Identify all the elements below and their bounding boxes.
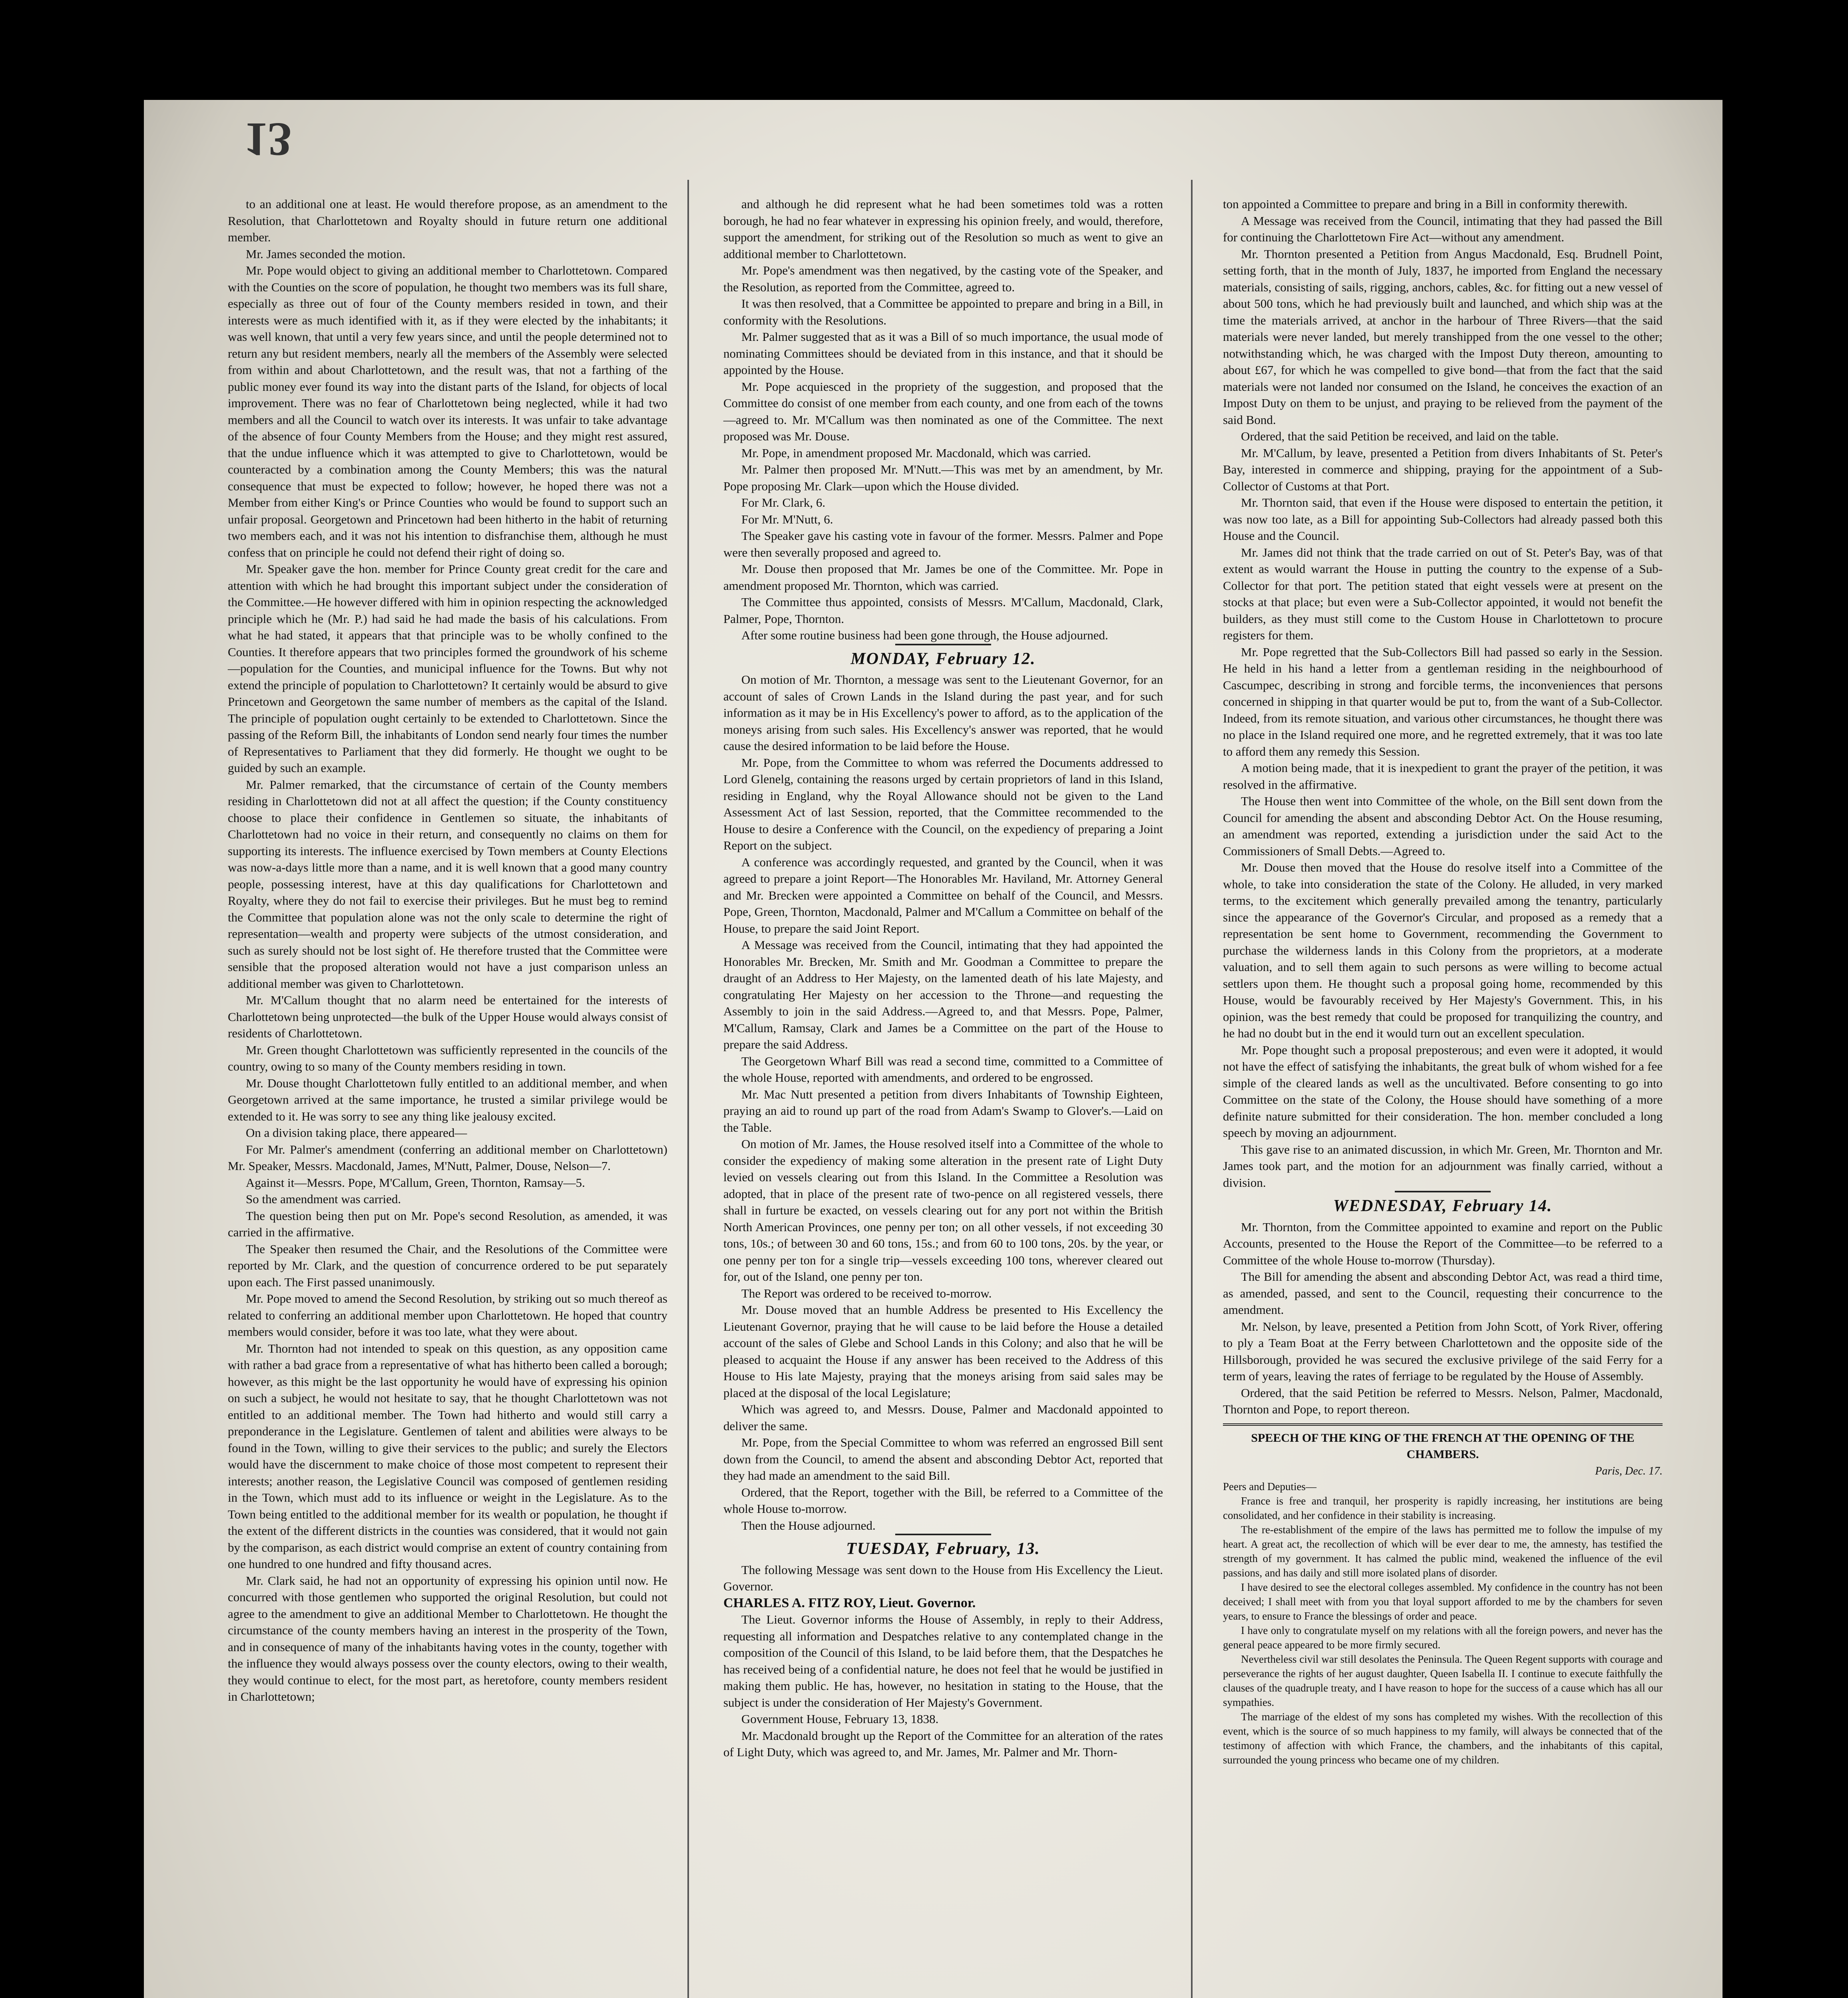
paragraph: On a division taking place, there appeared— (246, 1126, 467, 1140)
paragraph: Mr. Pope, in amendment proposed Mr. Macdonald, which was carried. (741, 446, 1091, 460)
paragraph: Mr. James seconded the motion. (246, 247, 406, 261)
paragraph: ton appointed a Committee to prepare and bring in a Bill in conformity therewith. (1223, 197, 1628, 211)
paragraph: Mr. Speaker gave the hon. member for Prince County great credit for the care and attention with which he had brought this important subject under the consideration of the Committee.—He however differed with him in opinion respecting the acknowledged principle which he (Mr. P.) had said he had made the basis of his calculations. From what he had stated, it appears that that principle was to be wholly confined to the Counties. It therefore appears that two principles formed the groundwork of his scheme—population for the Counties, and municipal influence for the Towns. But why not extend the principle of population to Charlottetown? It certainly would be absurd to give Princetown and Georgetown the same number of members as the capital of the Island. The principle of population ought certainly to be extended to Charlottetown. Since the passing of the Reform Bill, the inhabitants of London send nearly four times the number of Representatives to Parliament that they did formerly. He thought we ought to be guided by such an example. (228, 562, 667, 775)
paragraph: The following Message was sent down to the House from His Excellency the Lieut. Governor. (723, 1562, 1163, 1593)
speech-paragraph: The marriage of the eldest of my sons has completed my wishes. With the recollection of this event, which is the source of so much happiness to my family, will always be connected that of the testimony of affection with which France, the chambers, and the inhabitants of this capital, surrounded the young princess who became one of my children. (1223, 1711, 1663, 1766)
paragraph: It was then resolved, that a Committee be appointed to prepare and bring in a Bill, in conformity with the Resolutions. (723, 297, 1163, 327)
paragraph: Against it—Messrs. Pope, M'Callum, Green, Thornton, Ramsay—5. (246, 1175, 585, 1190)
paragraph: Mr. Douse then proposed that Mr. James be one of the Committee. Mr. Pope in amendment proposed Mr. Thornton, which was carried. (723, 562, 1163, 593)
date-heading: MONDAY, February 12. (850, 649, 1036, 668)
paragraph: Then the House adjourned. (741, 1518, 876, 1532)
paragraph: The Speaker gave his casting vote in favour of the former. Messrs. Palmer and Pope were then severally proposed and agreed to. (723, 529, 1163, 559)
column-1 (228, 196, 667, 1705)
paragraph: Ordered, that the said Petition be received, and laid on the table. (1241, 429, 1559, 443)
paragraph: A Message was received from the Council, intimating that they had passed the Bill for continuing the Charlottetown Fire Act—without any amendment. (1223, 213, 1663, 244)
paragraph: Mr. Pope's amendment was then negatived, by the casting vote of the Speaker, and the Resolution, as reported from the Committee, agreed to. (723, 263, 1163, 294)
paragraph: Mr. Pope would object to giving an additional member to Charlottetown. Compared with the Counties on the score of population, he thought two members was its full share, especially as three out of four of the County members resided in town, and their interests were as much identified with it, as if they were elected by the inhabitants; it was well known, that until a very few years since, and until the people determined not to return any but resident members, nearly all the members of the Assembly were selected from within and about Charlottetown, and the result was, that not a farthing of the public money ever found its way into the distant parts of the Island, for objects of local improvement. There was no fear of Charlottetown being neglected, while it had two members and all the Council to watch over its interests. It was unfair to take advantage of the absence of four County Members from the House; and they might rest assured, that the undue influence which it was attempted to give to Charlottetown, would be counteracted by a combination among the County Members; this was the natural consequence that must be expected to follow; however, he hoped there was not a Member from either King's or Prince Counties who would be found to support such an unfair proposal. Georgetown and Princetown had been hitherto in the habit of returning two members each, and it was not his intention to disfranchise them, although he must confess that on principle he could not defend their right of doing so. (228, 263, 667, 559)
paragraph: On motion of Mr. James, the House resolved itself into a Committee of the whole to consider the expediency of making some alteration in the present rate of Light Duty levied on vessels clearing out from this Island. In the Committee a Resolution was adopted, that in place of the present rate of two-pence on all registered vessels, there shall in furture be exacted, on vessels clearing out for any port not within the British North American Provinces, one penny per ton; on all other vessels, if not exceeding 30 tons, 10s.; of between 30 and 60 tons, 15s.; and from 60 to 100 tons, 20s. by the year, or one penny per ton for a single trip—vessels exceeding 100 tons, wherever cleared out for, out of the Island, one penny per ton. (723, 1137, 1163, 1284)
section-rule (895, 644, 991, 645)
paragraph: Mr. Douse moved that an humble Address be presented to His Excellency the Lieutenant Governor, praying that he will cause to be laid before the House a detailed account of the sales of Glebe and School Lands in this Colony; and also that he will be pleased to acquaint the House if any answer has been received to the Address of this House to His late Majesty, praying that the moneys arising from said sales may be placed at the disposal of the local Legislature; (723, 1303, 1163, 1400)
date-heading: WEDNESDAY, February 14. (1333, 1197, 1553, 1215)
paragraph: The Committee thus appointed, consists of Messrs. M'Callum, Macdonald, Clark, Palmer, Pope, Thornton. (723, 595, 1163, 626)
paragraph: So the amendment was carried. (246, 1192, 401, 1206)
paragraph: For Mr. M'Nutt, 6. (741, 512, 833, 526)
paragraph: Mr. Thornton presented a Petition from Angus Macdonald, Esq. Brudnell Point, setting forth, that in the month of July, 1837, he imported from England the necessary materials, consisting of sails, rigging, anchors, cables, &c. for fitting out a new vessel of about 500 tons, which he had previously built and launched, and which ship was at the time the materials arrived, at anchor in the harbour of Three Rivers—that the said materials were never landed, but merely transhipped from the one vessel to the other; notwithstanding which, he was charged with the Impost Duty thereon, amounting to about £67, for which he was compelled to give bond—that from the fact that the said materials were not landed nor consumed on the Island, he conceives the exaction of an Impost Duty on them to be unjust, and praying to be relieved from the payment of the said Bond. (1223, 247, 1663, 427)
signature-line: CHARLES A. FITZ ROY, Lieut. Governor. (723, 1595, 976, 1610)
paragraph: Mr. Palmer suggested that as it was a Bill of so much importance, the usual mode of nominating Committees should be deviated from in this instance, and that it should be appointed by the House. (723, 330, 1163, 377)
section-rule (1395, 1191, 1491, 1192)
paragraph: and although he did represent what he had been sometimes told was a rotten borough, he had no fear whatever in expressing his opinion freely, and would, therefore, support the amendment, for striking out of the Resolution so much as went to give an additional member to Charlottetown. (723, 197, 1163, 261)
paragraph: Ordered, that the said Petition be referred to Messrs. Nelson, Palmer, Macdonald, Thornton and Pope, to report thereon. (1223, 1385, 1663, 1416)
paragraph: Mr. Palmer then proposed Mr. M'Nutt.—This was met by an amendment, by Mr. Pope proposing Mr. Clark—upon which the House divided. (723, 462, 1163, 493)
paragraph: The Lieut. Governor informs the House of Assembly, in reply to their Address, requesting all information and Despatches relative to any contemplated change in the composition of the Council of this Island, to be laid before them, that the Despatches he has received being of a confidential nature, he does not feel that he would be justified in making them public. He has, however, no hesitation in stating to the House, that the subject is under the consideration of Her Majesty's Government. (723, 1612, 1163, 1709)
speech-paragraph: I have desired to see the electoral colleges assembled. My confidence in the country has not been deceived; I shall meet with from you that loyal support afforded to me by the chambers for seven years, to ensure to France the blessings of order and peace. (1223, 1581, 1663, 1622)
dateline: Paris, Dec. 17. (1595, 1465, 1663, 1477)
paragraph: Mr. Green thought Charlottetown was sufficiently represented in the councils of the country, owing to so many of the County members residing in town. (228, 1043, 667, 1073)
speech-paragraph: France is free and tranquil, her prosperity is rapidly increasing, her institutions are being consolidated, and her confidence in their stability is increasing. (1223, 1495, 1663, 1521)
paragraph: Mr. Thornton had not intended to speak on this question, as any opposition came with rather a bad grace from a representative of what has hitherto been called a borough; however, as this might be the last opportunity he would have of expressing his opinion on such a subject, he would not hesitate to say, that he thought Charlottetown was not entitled to an additional member. The Town had hitherto and would still carry a preponderance in the Legislature. Gentlemen of talent and abilities were always to be found in the Town, willing to give their services to the public; and surely the Electors would have the discernment to make choice of those most competent to represent their interests; another reason, the Legislative Council was composed of gentlemen residing in the Town, which must add to its influence or weight in the Legislature. As to the Town being entitled to the additional member for its wealth or population, he thought if the extent of the different districts in the counties was considered, that it would not gain by the comparison, as each district would comprise an extent of country containing from one hundred to one hundred and fifty thousand acres. (228, 1341, 667, 1571)
newspaper-page (144, 100, 1723, 1998)
article-title: SPEECH OF THE KING OF THE FRENCH AT THE OPENING OF THE CHAMBERS. (1223, 1423, 1663, 1463)
paragraph: A Message was received from the Council, intimating that they had appointed the Honorables Mr. Brecken, Mr. Smith and Mr. Goodman a Committee to prepare the draught of an Address to Her Majesty, on the lamented death of his late Majesty, and congratulating Her Majesty on her accession to the Throne—and requesting the Assembly to join in the said Address.—Agreed to, and that Messrs. Pope, Palmer, M'Callum, Ramsay, Clark and James be a Committee on the part of the House to prepare the said Address. (723, 938, 1163, 1051)
paragraph: Mr. Pope, from the Special Committee to whom was referred an engrossed Bill sent down from the Council, to amend the absent and absconding Debtor Act, reported that they had made an amendment to the said Bill. (723, 1435, 1163, 1483)
paragraph: Mr. Thornton said, that even if the House were disposed to entertain the petition, it was now too late, as a Bill for appointing Sub-Collectors had already passed both this House and the Council. (1223, 496, 1663, 543)
paragraph: Mr. Clark said, he had not an opportunity of expressing his opinion until now. He concurred with those gentlemen who supported the original Resolution, but could not agree to the amendment to give an additional Member to Charlottetown. He thought the circumstance of the county members having an interest in the prosperity of the Town, and in consequence of many of the inhabitants having votes in the county, together with the influence they would always possess over the county electors, owing to their wealth, they would continue to elect, for the most part, as heretofore, county members resident in Charlottetown; (228, 1573, 667, 1703)
paragraph: A conference was accordingly requested, and granted by the Council, when it was agreed to prepare a joint Report—The Honorables Mr. Haviland, Mr. Attorney General and Mr. Brecken were appointed a Committee on behalf of the Council, and Messrs. Pope, Green, Thornton, Macdonald, Palmer and M'Callum a Committee on behalf of the House, to prepare the said Joint Report. (723, 855, 1163, 935)
paragraph: Ordered, that the Report, together with the Bill, be referred to a Committee of the whole House to-morrow. (723, 1485, 1163, 1516)
paragraph: Mr. Douse then moved that the House do resolve itself into a Committee of the whole, to take into consideration the state of the Colony. He alluded, in very marked terms, to the excitement which generally prevailed among the tenantry, particularly since the appearance of the Governor's Circular, and proposed as a remedy that a representation be sent home to Government, recommending the Government to purchase the wilderness lands in this Colony from the proprietors, at a moderate valuation, and to sell them again to such persons as were willing to become actual settlers upon them. He thought such a proposal going home, recommended by this House, would be favourably received by Her Majesty's Government. This, in his opinion, was the best remedy that could be proposed for tranquilizing the country, and he had no doubt but in the end it would turn out an excellent speculation. (1223, 860, 1663, 1040)
paragraph: Mr. Douse thought Charlottetown fully entitled to an additional member, and when Georgetown arrived at the same importance, he trusted a similar privilege would be extended to it. He was sorry to see any thing like jealousy excited. (228, 1076, 667, 1123)
paragraph: For Mr. Clark, 6. (741, 496, 826, 509)
paragraph: Mr. Pope, from the Committee to whom was referred the Documents addressed to Lord Glenelg, containing the reasons urged by certain proprietors of land in this Island, residing in England, why the Royal Allowance should not be given to the Land Assessment Act of last Session, reported, that the Committee recommended to the House to desire a Conference with the Council, on the expediency of preparing a Joint Report on the subject. (723, 755, 1163, 852)
paragraph: Which was agreed to, and Messrs. Douse, Palmer and Macdonald appointed to deliver the same. (723, 1402, 1163, 1433)
column-rule (1191, 180, 1193, 1998)
paragraph: Mr. Pope moved to amend the Second Resolution, by striking out so much thereof as related to conferring an additional member upon Charlottetown. He hoped that country members would consider, before it was too late, what they were about. (228, 1292, 667, 1339)
paragraph: Mr. Pope regretted that the Sub-Collectors Bill had passed so early in the Session. He held in his hand a letter from a gentleman residing in the neighbourhood of Cascumpec, describing in strong and forcible terms, the inconveniences that persons concerned in shipping in that quarter would be put to, from the want of a Sub-Collector. Indeed, from its remote situation, and various other circumstances, he thought there was no place in the Island required one more, and he regretted extremely, that it was too late to afford them any remedy this Session. (1223, 645, 1663, 758)
paragraph: Mr. Palmer remarked, that the circumstance of certain of the County members residing in Charlottetown did not at all affect the question; if the County constituency choose to place their confidence in Gentlemen so situate, the inhabitants of Charlottetown had no voice in their return, and consequently no claims on them for supporting its interests. The influence exercised by Town members at County Elections was now-a-days little more than a name, and it is well known that a good many country people, possessing interest, have at this day qualifications for Charlottetown and Royalty, where they do not fail to exercise their privileges. But he must beg to remind the Committee that population alone was not the only scale to determine the right of representation—wealth and property were subjects of the utmost consideration, and such as surely should not be lost sight of. He therefore trusted that the Committee were sensible that the proposed alteration would not have a just comparison unless an additional member was given to Charlottetown. (228, 777, 667, 991)
paragraph: After some routine business had been gone through, the House adjourned. (741, 628, 1108, 642)
paragraph: Government House, February 13, 1838. (741, 1712, 939, 1726)
paragraph: Mr. Mac Nutt presented a petition from divers Inhabitants of Township Eighteen, praying an aid to round up part of the road from Adam's Swamp to Glover's.—Laid on the Table. (723, 1087, 1163, 1134)
paragraph: Mr. M'Callum thought that no alarm need be entertained for the interests of Charlottetown being unprotected—the bulk of the Upper House would always consist of residents of Charlottetown. (228, 993, 667, 1040)
paragraph: For Mr. Palmer's amendment (conferring an additional member on Charlottetown) Mr. Speaker, Messrs. Macdonald, James, M'Nutt, Palmer, Douse, Nelson—7. (228, 1142, 667, 1173)
paragraph: On motion of Mr. Thornton, a message was sent to the Lieutenant Governor, for an account of sales of Crown Lands in the Island during the past year, and for such information as it may be in His Excellency's power to afford, as to the application of the moneys arising from such sales. His Excellency's answer was reported, that he would cause the desired information to be laid before the House. (723, 673, 1163, 753)
speech-paragraph: The re-establishment of the empire of the laws has permitted me to follow the impulse of my heart. A great act, the recollection of which will be ever dear to me, the amnesty, has testified the strength of my government. It has calmed the public mind, weakened the influence of the evil passions, and has daily and still more isolated plans of disorder. (1223, 1524, 1663, 1579)
paragraph: Mr. James did not think that the trade carried on out of St. Peter's Bay, was of that extent as would warrant the House in putting the country to the expense of a Sub-Collector for that port. The petition stated that eight vessels were at present on the stocks at that place; but even were a Sub-Collector appointed, it would not benefit the builders, as they must still come to the Custom House in Charlottetown to procure registers for them. (1223, 545, 1663, 642)
paragraph: The Bill for amending the absent and absconding Debtor Act, was read a third time, as amended, passed, and sent to the Council, requesting their concurrence to the amendment. (1223, 1270, 1663, 1317)
paragraph: Mr. Thornton, from the Committee appointed to examine and report on the Public Accounts, presented to the House the Report of the Committee—to be referred to a Committee of the whole House to-morrow (Thursday). (1223, 1220, 1663, 1267)
paragraph: A motion being made, that it is inexpedient to grant the prayer of the petition, it was resolved in the affirmative. (1223, 761, 1663, 792)
speech-paragraph: I have only to congratulate myself on my relations with all the foreign powers, and never has the general peace appeared to be more firmly secured. (1223, 1624, 1663, 1651)
speech-paragraph: Peers and Deputies— (1223, 1481, 1316, 1493)
paragraph: Mr. Nelson, by leave, presented a Petition from John Scott, of York River, offering to ply a Team Boat at the Ferry between Charlottetown and the opposite side of the Hillsborough, provided he was secured the exclusive privilege of the said Ferry for a term of years, leaving the rates of ferriage to be regulated by the House of Assembly. (1223, 1319, 1663, 1383)
section-rule (895, 1534, 991, 1535)
paragraph: The Speaker then resumed the Chair, and the Resolutions of the Committee were reported by Mr. Clark, and the question of concurrence ordered to be put separately upon each. The First passed unanimously. (228, 1242, 667, 1289)
paragraph: The Report was ordered to be received to-morrow. (741, 1286, 992, 1300)
column-rule (687, 180, 689, 1998)
paragraph: The question being then put on Mr. Pope's second Resolution, as amended, it was carried in the affirmative. (228, 1208, 667, 1239)
paragraph: The House then went into Committee of the whole, on the Bill sent down from the Council for amending the absent and absconding Debtor Act. On the House resuming, an amendment was reported, extending a jurisdiction under the said Act to the Commissioners of Small Debts.—Agreed to. (1223, 794, 1663, 858)
column-3 (1223, 196, 1663, 1767)
date-heading: TUESDAY, February, 13. (846, 1540, 1040, 1558)
column-2 (723, 196, 1163, 1761)
paragraph: Mr. Pope thought such a proposal preposterous; and even were it adopted, it would not have the effect of satisfying the inhabitants, the great bulk of whom wished for a fee simple of the cleared lands as well as the uncultivated. Before consenting to go into Committee on the state of the Colony, the House should have something of a more definite nature submitted for their consideration. The hon. member concluded a long speech by moving an adjournment. (1223, 1043, 1663, 1140)
paragraph: to an additional one at least. He would therefore propose, as an amendment to the Resolution, that Charlottetown and Royalty should in future return one additional member. (228, 197, 667, 244)
paragraph: Mr. M'Callum, by leave, presented a Petition from divers Inhabitants of St. Peter's Bay, interested in commerce and shipping, praying for the appointment of a Sub-Collector of Customs at that Port. (1223, 446, 1663, 493)
speech-paragraph: Nevertheless civil war still desolates the Peninsula. The Queen Regent supports with courage and perseverance the rights of her august daughter, Queen Isabella II. I continue to execute faithfully the clauses of the quadruple treaty, and I have reason to hope for the success of a cause which has all our sympathies. (1223, 1653, 1663, 1708)
paragraph: Mr. Pope acquiesced in the propriety of the suggestion, and proposed that the Committee do consist of one member from each county, and one from each of the towns—agreed to. Mr. M'Callum was then nominated as one of the Committee. The next proposed was Mr. Douse. (723, 379, 1163, 443)
paragraph: This gave rise to an animated discussion, in which Mr. Green, Mr. Thornton and Mr. James took part, and the motion for an adjournment was finally carried, without a division. (1223, 1142, 1663, 1190)
paragraph: The Georgetown Wharf Bill was read a second time, committed to a Committee of the whole House, reported with amendments, and ordered to be engrossed. (723, 1054, 1163, 1085)
page-number: 13 (244, 113, 292, 166)
paragraph: Mr. Macdonald brought up the Report of the Committee for an alteration of the rates of Light Duty, which was agreed to, and Mr. James, Mr. Palmer and Mr. Thorn- (723, 1728, 1163, 1759)
